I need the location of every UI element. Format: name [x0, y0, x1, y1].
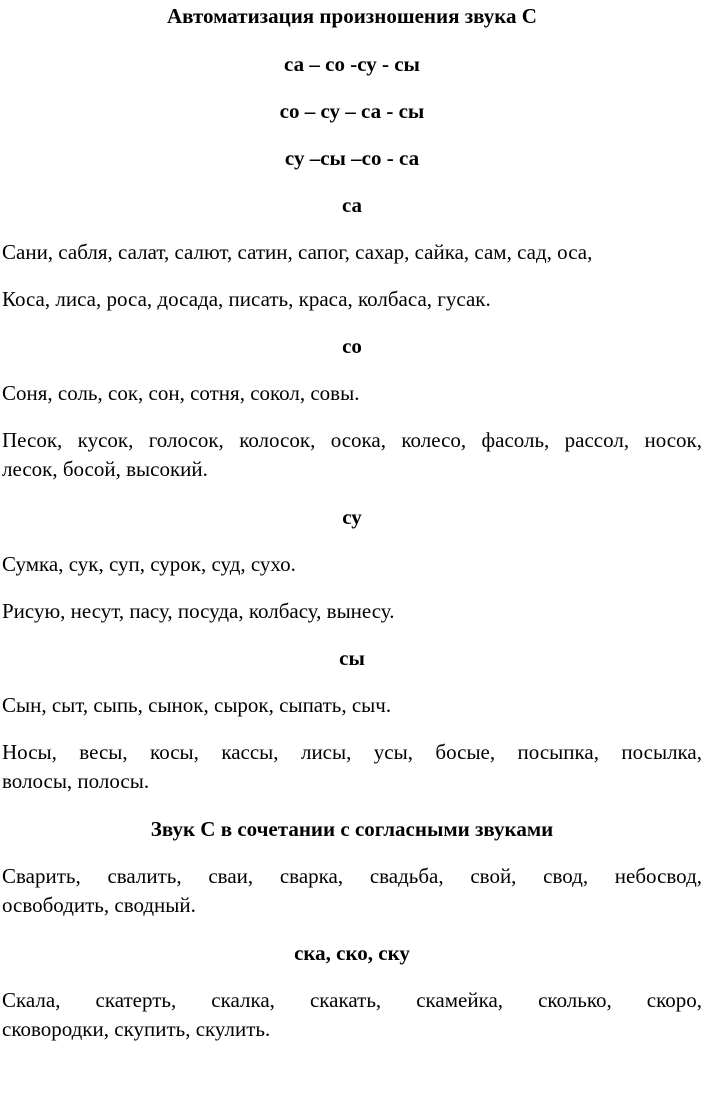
word-line: Сумка, сук, суп, сурок, суд, сухо. — [2, 552, 296, 576]
word-line: Коса, лиса, роса, досада, писать, краса, колбаса, гусак. — [2, 287, 491, 311]
word-line: Сварить, свалить, сваи, сварка, свадьба, свой, свод, небосвод, — [2, 864, 702, 888]
document-title: Автоматизация произношения звука С — [167, 4, 537, 28]
section-heading-so: со — [342, 334, 362, 358]
section-heading-su: су — [342, 505, 362, 529]
word-line: лесок, босой, высокий. — [2, 457, 208, 481]
word-line: сковородки, скупить, скулить. — [2, 1017, 271, 1041]
word-line: Рисую, несут, пасу, посуда, колбасу, вынесу. — [2, 599, 395, 623]
word-line: волосы, полосы. — [2, 769, 150, 793]
section-heading-ska-sko-sku: ска, ско, ску — [294, 941, 410, 965]
section-heading-consonants: Звук С в сочетании с согласными звуками — [150, 817, 554, 841]
word-line: Скала, скатерть, скалка, скакать, скамейка, сколько, скоро, — [2, 988, 702, 1012]
word-line: Сын, сыт, сыпь, сынок, сырок, сыпать, сыч. — [2, 693, 392, 717]
syllable-row-2: со – су – са - сы — [279, 99, 425, 123]
word-line: Сани, сабля, салат, салют, сатин, сапог, сахар, сайка, сам, сад, оса, — [2, 240, 593, 264]
word-line: Соня, соль, сок, сон, сотня, сокол, совы. — [2, 381, 360, 405]
section-heading-sy: сы — [339, 646, 365, 670]
word-line: Песок, кусок, голосок, колосок, осока, колесо, фасоль, рассол, носок, — [2, 428, 702, 452]
section-heading-sa: са — [341, 193, 363, 217]
word-line: освободить, сводный. — [2, 893, 196, 917]
syllable-row-1: са – со -су - сы — [284, 52, 420, 76]
syllable-row-3: су –сы –со - са — [284, 146, 420, 170]
word-line: Носы, весы, косы, кассы, лисы, усы, босые, посыпка, посылка, — [2, 740, 702, 764]
